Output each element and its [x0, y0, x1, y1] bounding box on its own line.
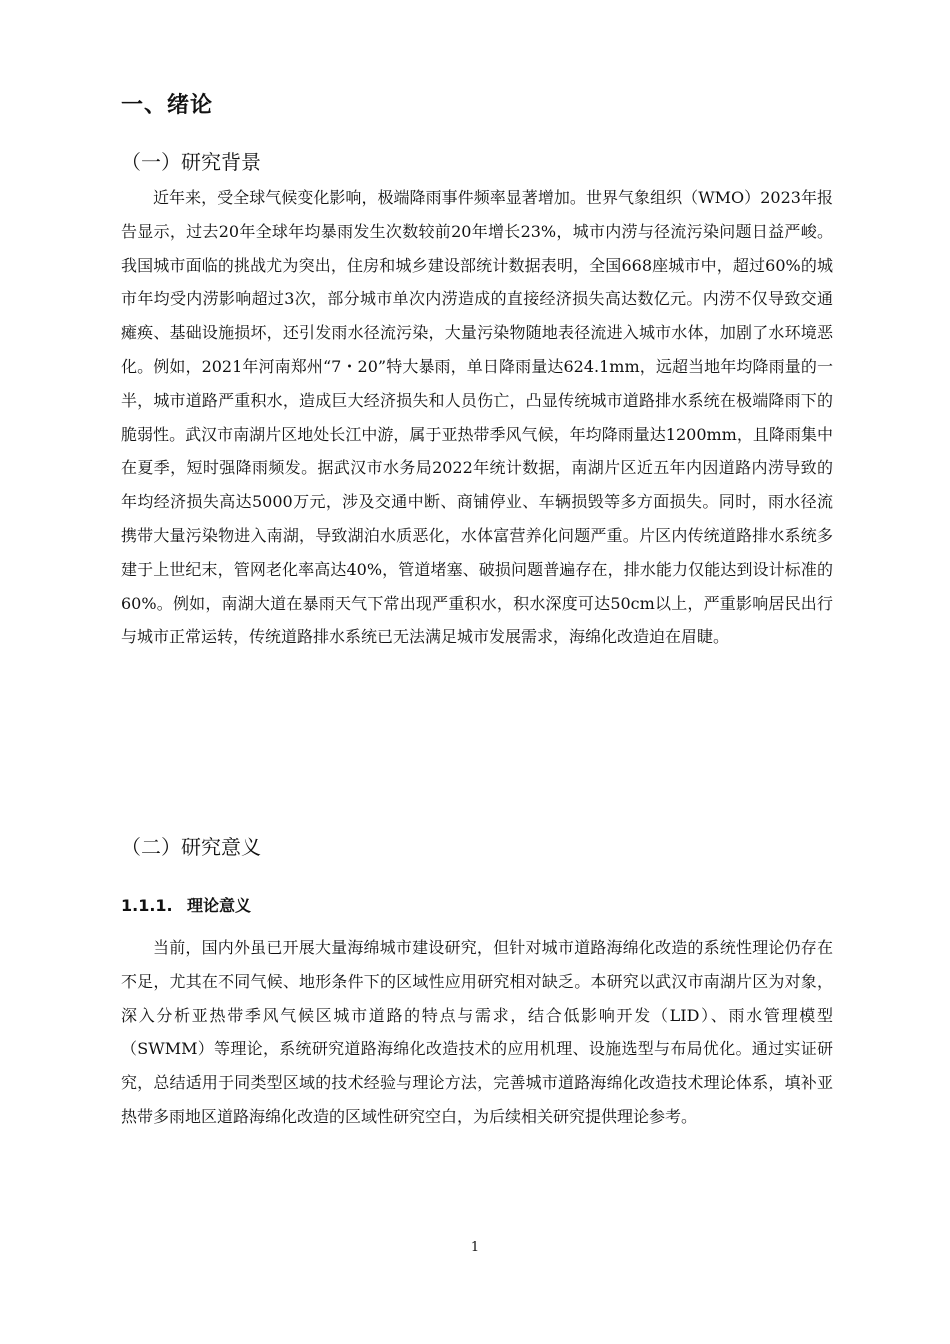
- subsection-number: 1.1.1.: [121, 896, 173, 915]
- page-number: 1: [470, 1240, 480, 1255]
- theory-paragraph: 当前，国内外虽已开展大量海绵城市建设研究，但针对城市道路海绵化改造的系统性理论仍存在不足，尤其在不同气候、地形条件下的区域性应用研究相对缺乏。本研究以武汉市南湖片区为对象，深入分析亚热带季风气候区城市道路的特点与需求，结合低影响开发（LID）、雨水管理模型（SWMM）等理论，系统研究道路海绵化改造技术的应用机理、设施选型与布局优化。通过实证研究，总结适用于同类型区域的技术经验与理论方法，完善城市道路海绵化改造技术理论体系，填补亚热带多雨地区道路海绵化改造的区域性研究空白，为后续相关研究提供理论参考。: [121, 938, 833, 1126]
- section-heading-significance: （二）研究意义: [121, 835, 261, 859]
- chapter-heading: 一、绪论: [121, 93, 214, 118]
- subsection-heading-theory: [121, 893, 251, 916]
- section-heading-background: （一）研究背景: [121, 150, 261, 174]
- subsection-title: 理论意义: [187, 896, 252, 915]
- background-paragraph: 近年来，受全球气候变化影响，极端降雨事件频率显著增加。世界气象组织（WMO）2023年报告显示，过去20年全球年均暴雨发生次数较前20年增长23%，城市内涝与径流污染问题日益严峻。我国城市面临的挑战尤为突出，住房和城乡建设部统计数据表明，全国668座城市中，超过60%的城市年均受内涝影响超过3次，部分城市单次内涝造成的直接经济损失高达数亿元。内涝不仅导致交通瘫痪、基础设施损坏，还引发雨水径流污染，大量污染物随地表径流进入城市水体，加剧了水环境恶化。例如，2021年河南郑州“7・20”特大暴雨，单日降雨量达624.1mm，远超当地年均降雨量的一半，城市道路严重积水，造成巨大经济损失和人员伤亡，凸显传统城市道路排水系统在极端降雨下的脆弱性。武汉市南湖片区地处长江中游，属于亚热带季风气候，年均降雨量达1200mm，且降雨集中在夏季，短时强降雨频发。据武汉市水务局2022年统计数据，南湖片区近五年内因道路内涝导致的年均经济损失高达5000万元，涉及交通中断、商铺停业、车辆损毁等多方面损失。同时，雨水径流携带大量污染物进入南湖，导致湖泊水质恶化，水体富营养化问题严重。片区内传统道路排水系统多建于上世纪末，管网老化率高达40%，管道堵塞、破损问题普遍存在，排水能力仅能达到设计标准的60%。例如，南湖大道在暴雨天气下常出现严重积水，积水深度可达50cm以上，严重影响居民出行与城市正常运转，传统道路排水系统已无法满足城市发展需求，海绵化改造迫在眉睫。: [121, 188, 833, 647]
